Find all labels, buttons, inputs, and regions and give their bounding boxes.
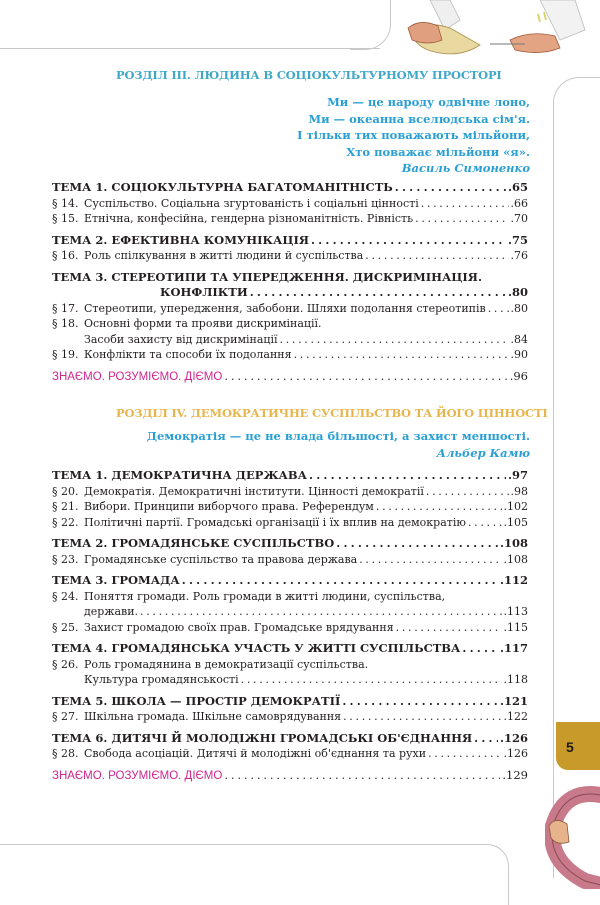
toc-topic[interactable]: ТЕМА 3. ГРОМАДА . . . .112 [52, 573, 528, 589]
toc-item[interactable]: § 26. Роль громадянина в демократизації суспільства. [52, 657, 369, 671]
toc-item-continuation[interactable]: Засоби захисту від дискримінації . . . .84 [52, 332, 528, 348]
toc-review-link[interactable]: ЗНАЄМО. РОЗУМІЄМО. ДІЄМО . . . .129 [52, 768, 528, 784]
section-4-toc [52, 468, 528, 783]
toc-item-continuation[interactable]: держави. . . . .113 [52, 604, 528, 620]
toc-item[interactable]: § 19. Конфлікти та способи їх подолання . . . .90 [52, 347, 528, 363]
toc-topic[interactable]: ТЕМА 1. ДЕМОКРАТИЧНА ДЕРЖАВА . . . .97 [52, 468, 528, 484]
section-3-title: РОЗДІЛ ІІІ. ЛЮДИНА В СОЦІОКУЛЬТУРНОМУ ПРОСТОРІ [116, 68, 502, 82]
toc-item-continuation[interactable]: Культура громадянськості . . . .118 [52, 672, 528, 688]
top-divider [0, 48, 380, 49]
page-number: 5 [566, 739, 574, 755]
section-3-toc [52, 180, 528, 384]
toc-item[interactable]: § 25. Захист громадою своїх прав. Громадське врядування . . . .115 [52, 620, 528, 636]
toc-item[interactable]: § 23. Громадянське суспільство та правова держава . . . .108 [52, 552, 528, 568]
epigraph-author: Альбер Камю [436, 445, 530, 460]
toc-item[interactable]: § 18. Основні форми та прояви дискримінації. [52, 317, 322, 330]
hands-illustration-top [390, 0, 600, 62]
epigraph-author: Василь Симоненко [401, 161, 530, 175]
toc-item[interactable]: § 24. Поняття громади. Роль громади в житті людини, суспільства, [52, 589, 446, 603]
epigraph-line: Ми — це народу одвічне лоно, [327, 95, 530, 109]
hands-circle-illustration [545, 776, 600, 889]
epigraph-line: Хто поважає мільйони «я». [346, 144, 530, 159]
section-4-title: РОЗДІЛ IV. ДЕМОКРАТИЧНЕ СУСПІЛЬСТВО ТА ЙОГО ЦІННОСТІ [116, 406, 548, 420]
toc-item[interactable]: § 20. Демократія. Демократичні інститути. Цінності демократії . . . .98 [52, 484, 528, 500]
toc-item[interactable]: § 14. Суспільство. Соціальна згуртованість і соціальні цінності . . . .66 [52, 196, 528, 212]
toc-review-link[interactable]: ЗНАЄМО. РОЗУМІЄМО. ДІЄМО . . . .96 [52, 369, 528, 385]
section-4-epigraph [147, 428, 530, 461]
epigraph-line: Ми — океанна вселюдська сім'я. [308, 111, 530, 126]
bottom-frame-border [0, 844, 509, 905]
toc-topic[interactable]: ТЕМА 6. ДИТЯЧІ Й МОЛОДІЖНІ ГРОМАДСЬКІ ОБ'ЄДНАННЯ . . . .126 [52, 731, 528, 747]
toc-topic[interactable]: ТЕМА 1. СОЦІОКУЛЬТУРНА БАГАТОМАНІТНІСТЬ . . . .65 [52, 180, 528, 196]
toc-topic[interactable]: ТЕМА 2. ЕФЕКТИВНА КОМУНІКАЦІЯ . . . .75 [52, 233, 528, 249]
toc-item[interactable]: § 22. Політичні партії. Громадські організації і їх вплив на демократію . . . .105 [52, 515, 528, 531]
page-number-tab [556, 722, 600, 770]
toc-topic[interactable]: ТЕМА 3. СТЕРЕОТИПИ ТА УПЕРЕДЖЕННЯ. ДИСКРИМІНАЦІЯ. [52, 269, 482, 284]
top-frame-curve [350, 0, 391, 50]
section-3-epigraph [297, 94, 530, 177]
toc-item[interactable]: § 17. Стереотипи, упередження, забобони. Шляхи подолання стереотипів . . . .80 [52, 301, 528, 317]
toc-topic[interactable]: ТЕМА 4. ГРОМАДЯНСЬКА УЧАСТЬ У ЖИТТІ СУСПІЛЬСТВА . . . .117 [52, 641, 528, 657]
toc-item[interactable]: § 28. Свобода асоціацій. Дитячі й молодіжні об'єднання та рухи . . . .126 [52, 746, 528, 762]
toc-topic-continuation[interactable]: КОНФЛІКТИ . . . .80 [52, 285, 528, 301]
toc-topic[interactable]: ТЕМА 2. ГРОМАДЯНСЬКЕ СУСПІЛЬСТВО . . . .108 [52, 536, 528, 552]
epigraph-line: І тільки тих поважають мільйони, [297, 128, 530, 142]
toc-item[interactable]: § 27. Шкільна громада. Шкільне самоврядування . . . .122 [52, 709, 528, 725]
toc-item[interactable]: § 16. Роль спілкування в житті людини й суспільства . . . .76 [52, 248, 528, 264]
toc-item[interactable]: § 21. Вибори. Принципи виборчого права. Референдум . . . .102 [52, 499, 528, 515]
toc-topic[interactable]: ТЕМА 5. ШКОЛА — ПРОСТІР ДЕМОКРАТІЇ . . . .121 [52, 694, 528, 710]
epigraph-line: Демократія — це не влада більшості, а захист меншості. [146, 429, 530, 443]
toc-item[interactable]: § 15. Етнічна, конфесійна, гендерна різноманітність. Рівність . . . .70 [52, 211, 528, 227]
